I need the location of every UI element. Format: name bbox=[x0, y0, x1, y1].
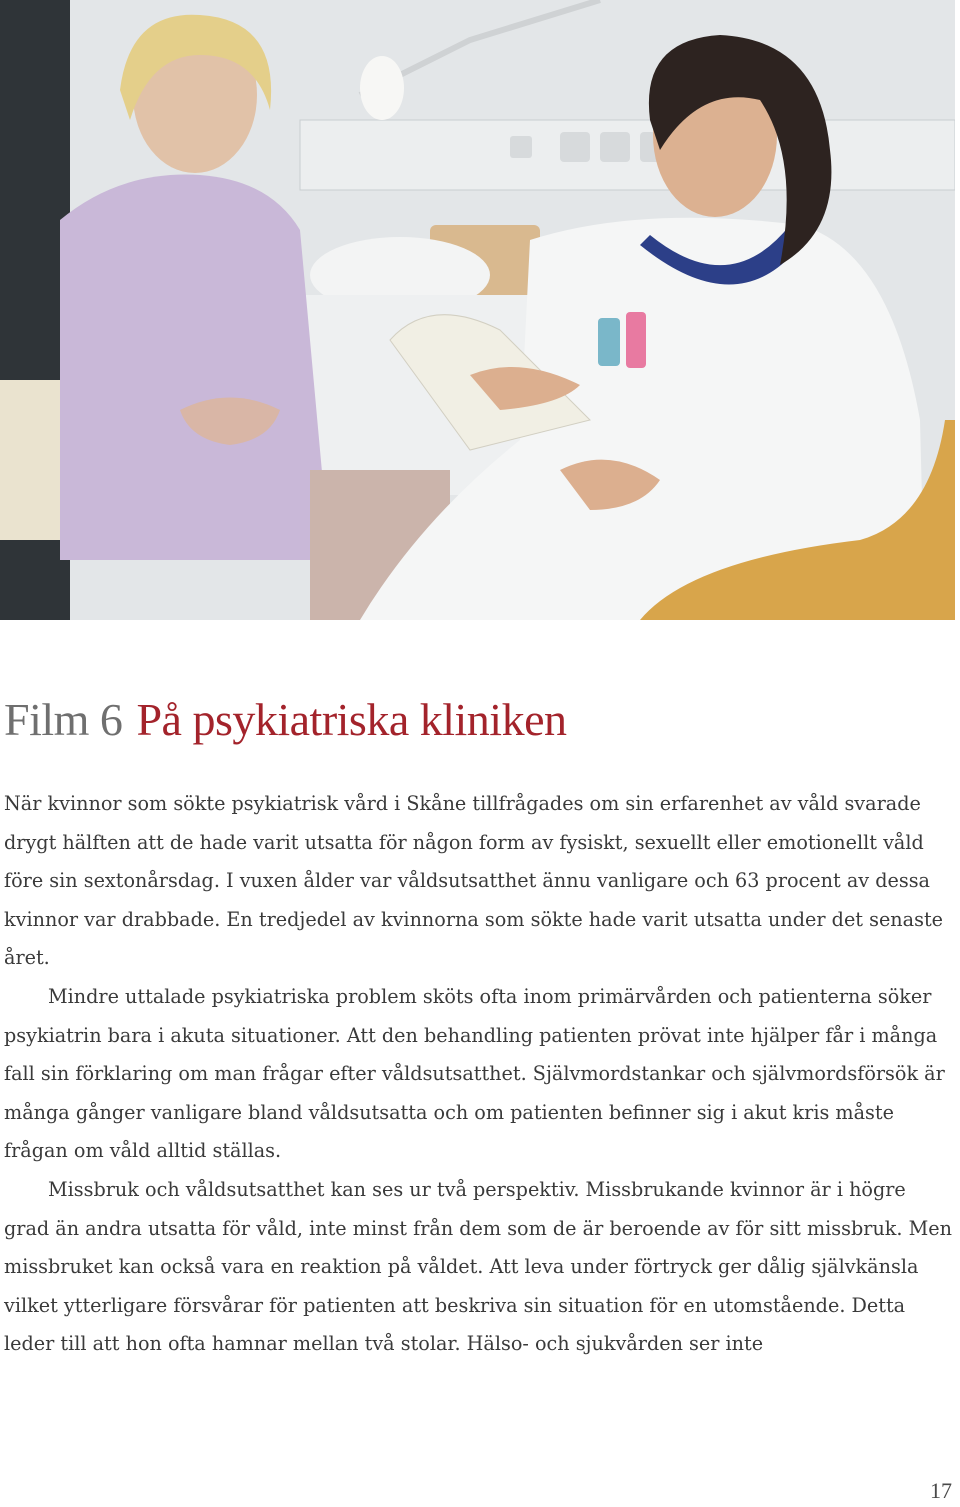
paragraph-3: Missbruk och våldsutsatthet kan ses ur två perspektiv. Missbrukande kvinnor är i högre grad än andra utsatta för våld, inte minst från dem som de är beroende av för sitt missbruk. Men missbruket kan också vara en reaktion på våldet. Att leva under förtryck ger dålig självkänsla vilket ytterligare försvårar för patienten att beskriva sin situation för en utomstående. Detta leder till att hon ofta hamnar mellan två stolar. Hälso- och sjukvården ser inte bbox=[4, 1177, 952, 1356]
paragraph-1: När kvinnor som sökte psykiatrisk vård i Skåne tillfrågades om sin erfarenhet av våld svarade drygt hälften att de hade varit utsatta för någon form av fysiskt, sexuellt eller emotionellt våld före sin sextonårsdag. I vuxen ålder var våldsutsatthet ännu vanligare och 63 procent av dessa kvinnor var drabbade. En tredjedel av kvinnorna som sökte hade varit utsatta under det senaste året. bbox=[4, 792, 944, 970]
hospital-photo bbox=[0, 0, 955, 620]
nurse-badge-pink bbox=[626, 312, 646, 368]
lamp bbox=[360, 56, 404, 120]
page-heading bbox=[4, 690, 567, 750]
patient-gown bbox=[60, 175, 330, 560]
photo-illustration bbox=[0, 0, 955, 620]
film-label: Film 6 bbox=[4, 694, 123, 745]
body-text bbox=[4, 785, 954, 1364]
paragraph-2: Mindre uttalade psykiatriska problem sköts ofta inom primärvården och patienterna söker psykiatrin bara i akuta situationer. Att den behandling patienten prövat inte hjälper får i många fall sin förklaring om man frågar efter våldsutsatthet. Självmordstankar och självmordsförsök är många gånger vanligare bland våldsutsatta och om patienten befinner sig i akut kris måste frågan om våld alltid ställas. bbox=[4, 984, 945, 1163]
page-number: 17 bbox=[930, 1478, 952, 1503]
nurse-badge-blue bbox=[598, 318, 620, 366]
film-title: På psykiatriska kliniken bbox=[136, 694, 567, 745]
